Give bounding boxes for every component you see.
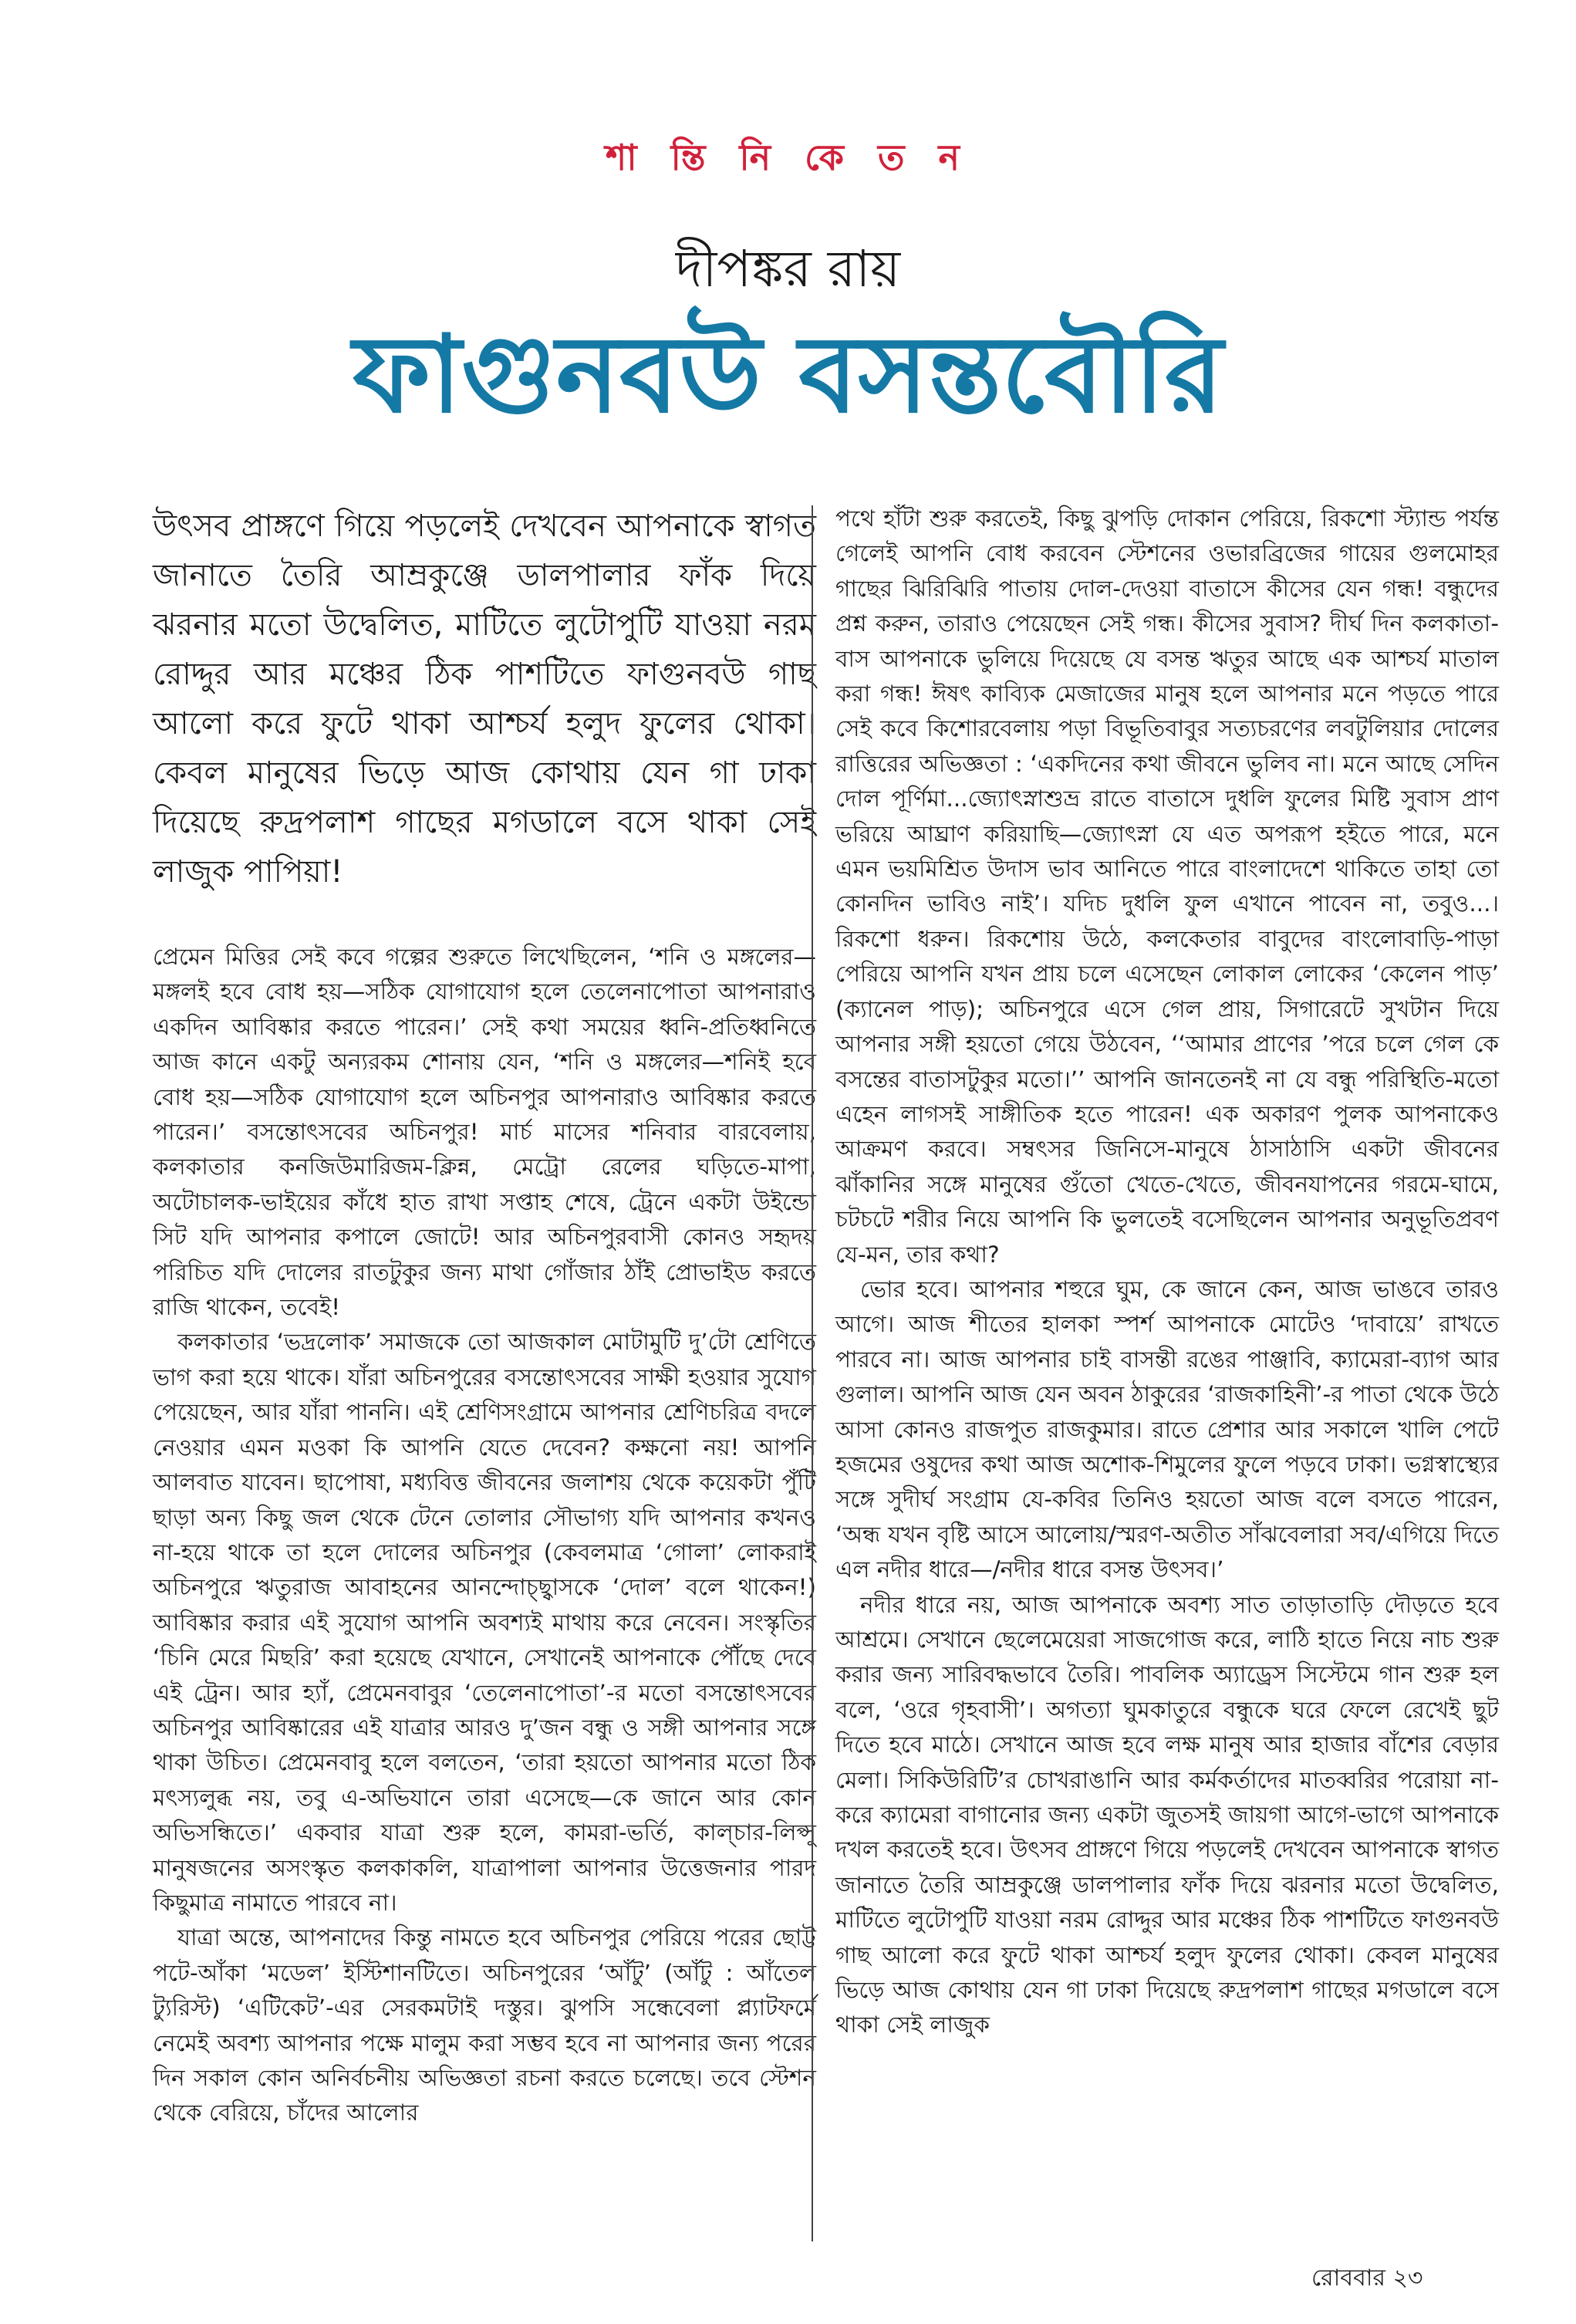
lead-paragraph: উৎসব প্রাঙ্গণে গিয়ে পড়লেই দেখবেন আপনাকে স্বাগত জানাতে তৈরি আম্রকুঞ্জে ডালপালার ফাঁক দিয়ে ঝরনার মতো উদ্বেলিত, মাটিতে লুটোপুটি যাওয়া নরম রোদ্দুর আর মঞ্চের ঠিক পাশটিতে ফাগুনবউ গাছ আলো করে ফুটে থাকা আশ্চর্য হলুদ ফুলের থোকা। কেবল মানুষের ভিড়ে আজ কোথায় যেন গা ঢাকা দিয়েছে রুদ্রপলাশ গাছের মগডালে বসে থাকা সেই লাজুক পাপিয়া!: [153, 508, 816, 890]
left-column: [153, 502, 816, 2131]
body-paragraph: কলকাতার ‘ভদ্রলোক’ সমাজকে তো আজকাল মোটামুটি দু’টো শ্রেণিতে ভাগ করা হয়ে থাকে। যাঁরা অচিনপুরের বসন্তোৎসবের সাক্ষী হওয়ার সুযোগ পেয়েছেন, আর যাঁরা পাননি। এই শ্রেণিসংগ্রামে আপনার শ্রেণিচরিত্র বদলে নেওয়ার এমন মওকা কি আপনি যেতে দেবেন? কক্ষনো নয়! আপনি আলবাত যাবেন। ছাপোষা, মধ্যবিত্ত জীবনের জলাশয় থেকে কয়েকটা পুঁটি ছাড়া অন্য কিছু জল থেকে টেনে তোলার সৌভাগ্য যদি আপনার কখনও না-হয়ে থাকে তা হলে দোলের অচিনপুর (কেবলমাত্র ‘গোলা’ লোকরাই অচিনপুরে ঋতুরাজ আবাহনের আনন্দোচ্ছ্বাসকে ‘দোল’ বলে থাকেন!) আবিষ্কার করার এই সুযোগ আপনি অবশ্যই মাথায় করে নেবেন। সংস্কৃতির ‘চিনি মেরে মিছরি’ করা হয়েছে যেখানে, সেখানেই আপনাকে পৌঁছে দেবে এই ট্রেন। আর হ্যাঁ, প্রেমেনবাবুর ‘তেলেনাপোতা’-র মতো বসন্তোৎসবের অচিনপুর আবিষ্কারের এই যাত্রার আরও দু’জন বন্ধু ও সঙ্গী আপনার সঙ্গে থাকা উচিত। প্রেমেনবাবু হলে বলতেন, ‘তারা হয়তো আপনার মতো ঠিক মৎস্যলুব্ধ নয়, তবু এ-অভিযানে তারা এসেছে—কে জানে আর কোন অভিসন্ধিতে।’ একবার যাত্রা শুরু হলে, কামরা-ভর্তি, কাল্চার-লিপ্সু মানুষজনের অসংস্কৃত কলকাকলি, যাত্রাপালা আপনার উত্তেজনার পারদ কিছুমাত্র নামাতে পারবে না।: [153, 1329, 816, 1916]
body-paragraph: ভোর হবে। আপনার শহুরে ঘুম, কে জানে কেন, আজ ভাঙবে তারও আগে। আজ শীতের হালকা স্পর্শ আপনাকে মোটেও ‘দাবায়ে’ রাখতে পারবে না। আজ আপনার চাই বাসন্তী রঙের পাঞ্জাবি, ক্যামেরা-ব্যাগ আর গুলাল। আপনি আজ যেন অবন ঠাকুরের ‘রাজকাহিনী’-র পাতা থেকে উঠে আসা কোনও রাজপুত রাজকুমার। রাতে প্রেশার আর সকালে খালি পেটে হজমের ওষুদের কথা আজ অশোক-শিমুলের ফুলে পড়বে ঢাকা। ভগ্নস্বাস্থ্যের সঙ্গে সুদীর্ঘ সংগ্রাম যে-কবির তিনিও হয়তো আজ বলে বসতে পারেন, ‘অন্ধ যখন বৃষ্টি আসে আলোয়/স্মরণ-অতীত সাঁঝবেলারা সব/এগিয়ে দিতে এল নদীর ধারে—/নদীর ধারে বসন্ত উৎসব।’: [835, 1275, 1499, 1583]
body-paragraph: নদীর ধারে নয়, আজ আপনাকে অবশ্য সাত তাড়াতাড়ি দৌড়তে হবে আশ্রমে। সেখানে ছেলেমেয়েরা সাজগোজ করে, লাঠি হাতে নিয়ে নাচ শুরু করার জন্য সারিবদ্ধভাবে তৈরি। পাবলিক অ্যাড্রেস সিস্টেমে গান শুরু হল বলে, ‘ওরে গৃহবাসী’। অগত্যা ঘুমকাতুরে বন্ধুকে ঘরে ফেলে রেখেই ছুট দিতে হবে মাঠে। সেখানে আজ হবে লক্ষ মানুষ আর হাজার বাঁশের বেড়ার মেলা। সিকিউরিটি’র চোখরাঙানি আর কর্মকর্তাদের মাতব্বরির পরোয়া না-করে ক্যামেরা বাগানোর জন্য একটা জুতসই জায়গা আগে-ভাগে আপনাকে দখল করতেই হবে। উৎসব প্রাঙ্গণে গিয়ে পড়লেই দেখবেন আপনাকে স্বাগত জানাতে তৈরি আম্রকুঞ্জে ডালপালার ফাঁক দিয়ে ঝরনার মতো উদ্বেলিত, মাটিতে লুটোপুটি যাওয়া নরম রোদ্দুর আর মঞ্চের ঠিক পাশটিতে ফাগুনবউ গাছ আলো করে ফুটে থাকা আশ্চর্য হলুদ ফুলের থোকা। কেবল মানুষের ভিড়ে আজ কোথায় যেন গা ঢাকা দিয়েছে রুদ্রপলাশ গাছের মগডালে বসে থাকা সেই লাজুক: [835, 1591, 1499, 2039]
section-label: শা ন্তি নি কে ত ন: [606, 137, 970, 178]
body-paragraph: প্রেমেন মিত্তির সেই কবে গল্পের শুরুতে লিখেছিলেন, ‘শনি ও মঙ্গলের—মঙ্গলই হবে বোধ হয়—সঠিক যোগাযোগ হলে তেলেনাপোতা আপনারাও একদিন আবিষ্কার করতে পারেন।’ সেই কথা সময়ের ধ্বনি-প্রতিধ্বনিতে আজ কানে একটু অন্যরকম শোনায় যেন, ‘শনি ও মঙ্গলের—শনিই হবে বোধ হয়—সঠিক যোগাযোগ হলে অচিনপুর আপনারাও আবিষ্কার করতে পারেন।’ বসন্তোৎসবের অচিনপুর! মার্চ মাসের শনিবার বারবেলায়, কলকাতার কনজিউমারিজম-ক্লিন্ন, মেট্রো রেলের ঘড়িতে-মাপা, অটোচালক-ভাইয়ের কাঁধে হাত রাখা সপ্তাহ শেষে, ট্রেনে একটা উইন্ডো সিট যদি আপনার কপালে জোটে! আর অচিনপুরবাসী কোনও সহৃদয় পরিচিত যদি দোলের রাতটুকুর জন্য মাথা গোঁজার ঠাঁই প্রোভাইড করতে রাজি থাকেন, তবেই!: [153, 944, 816, 1321]
article-title: ফাগুনবউ বসন্তবৌরি: [353, 312, 1223, 437]
page-footer: রোববার ২৩: [1311, 2265, 1423, 2292]
author-name: দীপঙ্কর রায়: [675, 239, 901, 299]
body-paragraph: যাত্রা অন্তে, আপনাদের কিন্তু নামতে হবে অচিনপুর পেরিয়ে পরের ছোট্ট পটে-আঁকা ‘মডেল’ ইস্টিশানটিতে। অচিনপুরের ‘আঁটু’ (আঁটু : আঁতেল ট্যুরিস্ট) ‘এটিকেট’-এর সেরকমটাই দস্তুর। ঝুপসি সন্ধেবেলা প্ল্যাটফর্মে নেমেই অবশ্য আপনার পক্ষে মালুম করা সম্ভব হবে না আপনার জন্য পরের দিন সকাল কোন অনির্বচনীয় অভিজ্ঞতা রচনা করতে চলেছে। তবে স্টেশন থেকে বেরিয়ে, চাঁদের আলোর: [153, 1924, 816, 2126]
column-divider: [812, 505, 813, 2241]
right-column: [835, 502, 1499, 2043]
body-paragraph: পথে হাঁটা শুরু করতেই, কিছু ঝুপড়ি দোকান পেরিয়ে, রিকশো স্ট্যান্ড পর্যন্ত গেলেই আপনি বোধ করবেন স্টেশনের ওভারব্রিজের গায়ের গুলমোহর গাছের ঝিরিঝিরি পাতায় দোল-দেওয়া বাতাসে কীসের যেন গন্ধ! বন্ধুদের প্রশ্ন করুন, তারাও পেয়েছেন সেই গন্ধ। কীসের সুবাস? দীর্ঘ দিন কলকাতা-বাস আপনাকে ভুলিয়ে দিয়েছে যে বসন্ত ঋতুর আছে এক আশ্চর্য মাতাল করা গন্ধ! ঈষৎ কাব্যিক মেজাজের মানুষ হলে আপনার মনে পড়তে পারে সেই কবে কিশোরবেলায় পড়া বিভূতিবাবুর সত্যচরণের লবটুলিয়ার দোলের রাত্তিরের অভিজ্ঞতা : ‘একদিনের কথা জীবনে ভুলিব না। মনে আছে সেদিন দোল পূর্ণিমা...জ্যোৎস্নাশুভ্র রাতে বাতাসে দুধলি ফুলের মিষ্টি সুবাস প্রাণ ভরিয়ে আঘ্রাণ করিয়াছি—জ্যোৎস্না যে এত অপরূপ হইতে পারে, মনে এমন ভয়মিশ্রিত উদাস ভাব আনিতে পারে বাংলাদেশে থাকিতে তাহা তো কোনদিন ভাবিও নাই’। যদিচ দুধলি ফুল এখানে পাবেন না, তবুও...। রিকশো ধরুন। রিকশোয় উঠে, কলকেতার বাবুদের বাংলোবাড়ি-পাড়া পেরিয়ে আপনি যখন প্রায় চলে এসেছেন লোকাল লোকের ‘কেলেন পাড়’ (ক্যানেল পাড়); অচিনপুরে এসে গেল প্রায়, সিগারেটে সুখটান দিয়ে আপনার সঙ্গী হয়তো গেয়ে উঠবেন, ‘‘আমার প্রাণের ’পরে চলে গেল কে বসন্তের বাতাসটুকুর মতো।’’ আপনি জানতেনই না যে বন্ধু পরিস্থিতি-মতো এহেন লাগসই সাঙ্গীতিক হতে পারেন! এক অকারণ পুলক আপনাকেও আক্রমণ করবে। সম্বৎসর জিনিসে-মানুষে ঠাসাঠাসি একটা জীবনের ঝাঁকানির সঙ্গে মানুষের গুঁতো খেতে-খেতে, জীবনযাপনের গরমে-ঘামে, চটচটে শরীর নিয়ে আপনি কি ভুলতেই বসেছিলেন আপনার অনুভূতিপ্রবণ যে-মন, তার কথা?: [835, 505, 1499, 1268]
